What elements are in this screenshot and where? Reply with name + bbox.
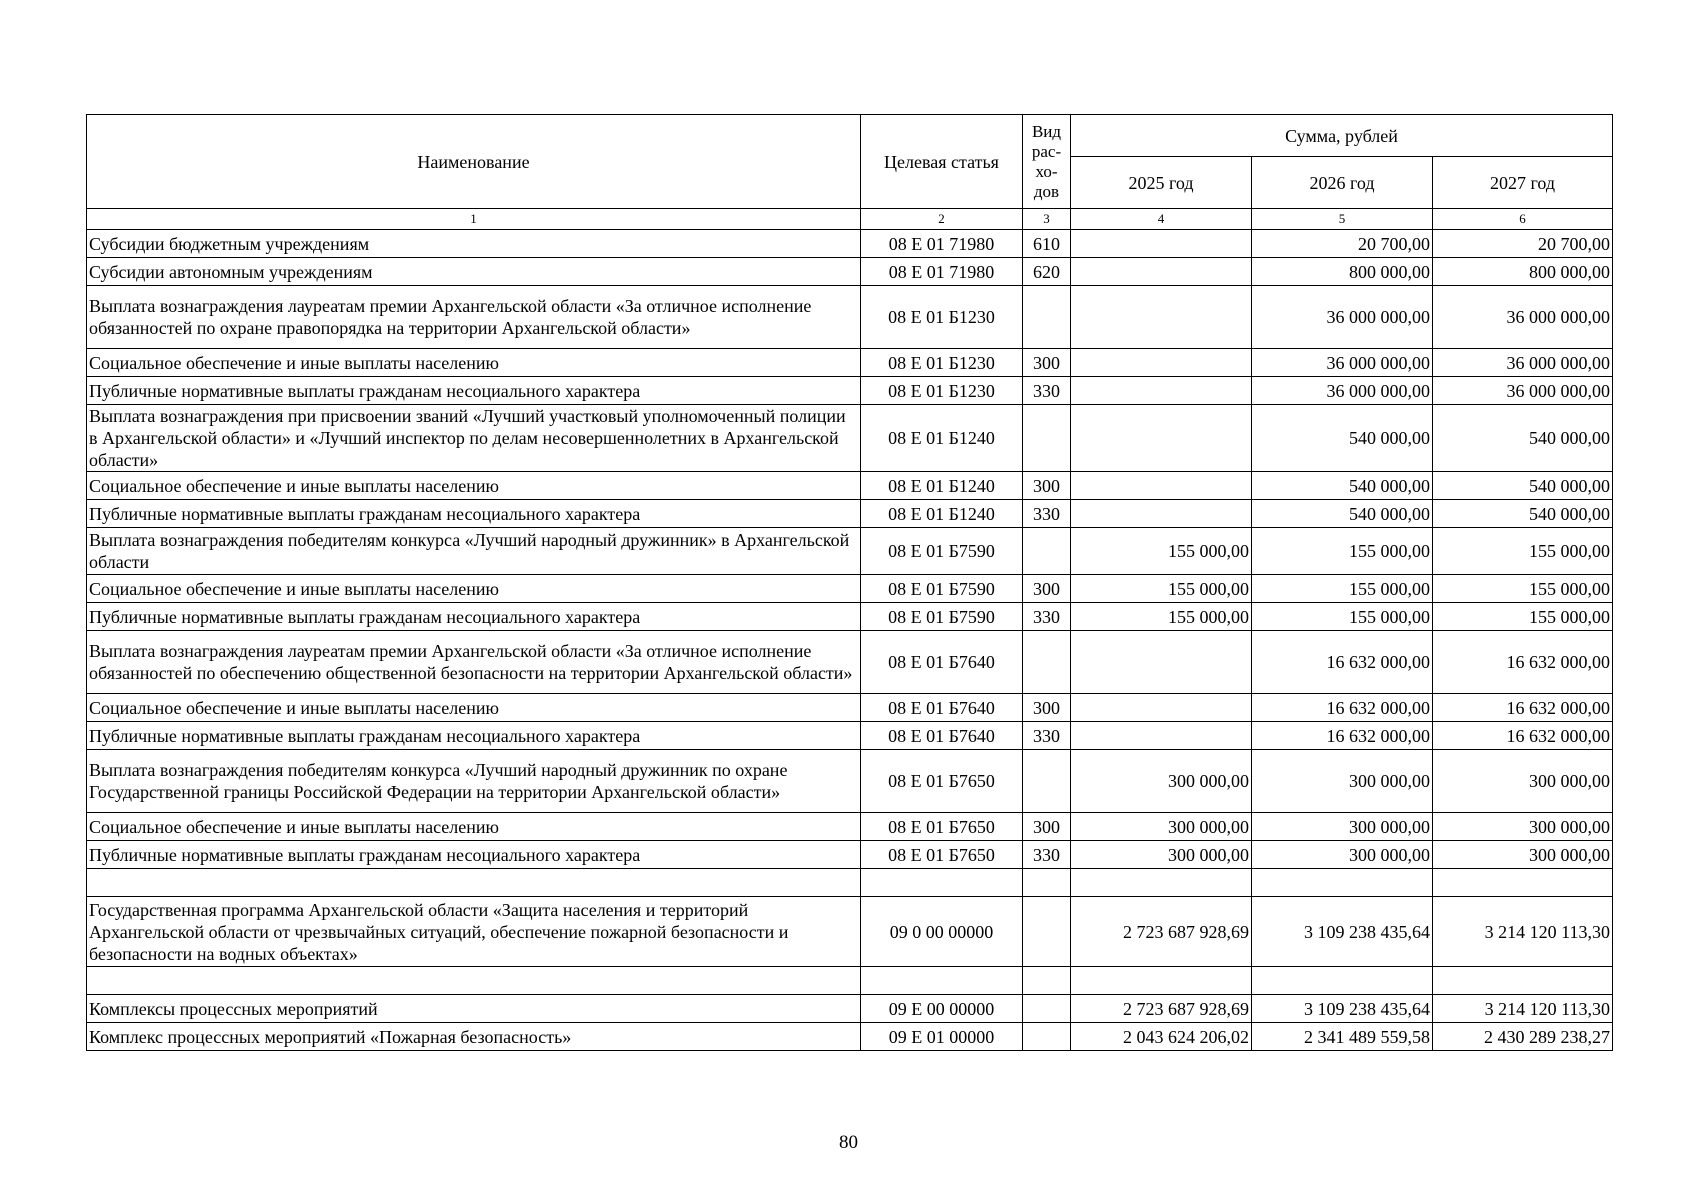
row-expense-type: 300 [1023, 813, 1071, 841]
table-row [87, 286, 1613, 349]
row-amount-2026: 155 000,00 [1252, 528, 1433, 575]
row-amount-2025: 300 000,00 [1071, 813, 1252, 841]
column-number: 4 [1071, 209, 1252, 230]
row-amount-2025 [1071, 405, 1252, 472]
row-amount-2026: 155 000,00 [1252, 603, 1433, 631]
row-amount-2026: 36 000 000,00 [1252, 349, 1433, 377]
row-expense-type: 330 [1023, 841, 1071, 869]
row-expense-type [1023, 631, 1071, 694]
row-amount-2026: 2 341 489 559,58 [1252, 1023, 1433, 1051]
row-name: Выплата вознаграждения лауреатам премии Архангельской области «За отличное исполнение обязанностей по обеспечению общественной безопасности на территории Архангельской области» [87, 631, 861, 694]
table-row [87, 528, 1613, 575]
row-amount-2027: 20 700,00 [1433, 230, 1613, 258]
row-amount-2026: 300 000,00 [1252, 750, 1433, 813]
table-row [87, 1023, 1613, 1051]
row-amount-2025 [1071, 286, 1252, 349]
row-target-code: 08 Е 01 Б7590 [861, 575, 1023, 603]
row-amount-2027: 155 000,00 [1433, 575, 1613, 603]
column-number: 6 [1433, 209, 1613, 230]
row-amount-2025 [1071, 694, 1252, 722]
row-amount-2027: 3 214 120 113,30 [1433, 995, 1613, 1023]
row-amount-2026: 20 700,00 [1252, 230, 1433, 258]
row-expense-type: 330 [1023, 603, 1071, 631]
row-amount-2027: 16 632 000,00 [1433, 694, 1613, 722]
row-name: Комплексы процессных мероприятий [87, 995, 861, 1023]
row-target-code: 09 Е 00 00000 [861, 995, 1023, 1023]
row-amount-2026: 36 000 000,00 [1252, 286, 1433, 349]
row-target-code: 08 Е 01 Б7640 [861, 722, 1023, 750]
header-name: Наименование [87, 115, 861, 209]
table-row [87, 750, 1613, 813]
row-amount-2025: 300 000,00 [1071, 750, 1252, 813]
row-target-code: 08 Е 01 Б7590 [861, 528, 1023, 575]
row-amount-2025: 300 000,00 [1071, 841, 1252, 869]
row-target-code: 08 Е 01 Б1230 [861, 286, 1023, 349]
row-amount-2027: 155 000,00 [1433, 603, 1613, 631]
row-name: Социальное обеспечение и иные выплаты населению [87, 694, 861, 722]
row-target-code: 08 Е 01 71980 [861, 258, 1023, 286]
header-year-2027: 2027 год [1433, 157, 1613, 209]
row-target-code: 08 Е 01 Б7650 [861, 841, 1023, 869]
column-number: 5 [1252, 209, 1433, 230]
row-expense-type: 330 [1023, 500, 1071, 528]
column-numbers-row [87, 209, 1613, 230]
row-amount-2027: 2 430 289 238,27 [1433, 1023, 1613, 1051]
row-name [87, 869, 861, 897]
header-sum: Сумма, рублей [1071, 115, 1613, 157]
row-expense-type [1023, 967, 1071, 995]
row-name: Социальное обеспечение и иные выплаты населению [87, 349, 861, 377]
row-expense-type: 300 [1023, 472, 1071, 500]
page-number: 80 [839, 1132, 858, 1153]
row-amount-2025 [1071, 722, 1252, 750]
row-expense-type: 330 [1023, 377, 1071, 405]
row-name: Выплата вознаграждения при присвоении званий «Лучший участковый уполномоченный полиции в Архангельской области» и «Лучший инспектор по делам несовершеннолетних в Архангельской области» [87, 405, 861, 472]
table-row [87, 841, 1613, 869]
row-amount-2026: 16 632 000,00 [1252, 631, 1433, 694]
row-amount-2026 [1252, 869, 1433, 897]
row-target-code: 09 Е 01 00000 [861, 1023, 1023, 1051]
row-name: Публичные нормативные выплаты гражданам несоциального характера [87, 500, 861, 528]
row-amount-2027: 540 000,00 [1433, 472, 1613, 500]
row-expense-type [1023, 286, 1071, 349]
row-expense-type: 300 [1023, 349, 1071, 377]
row-target-code: 08 Е 01 Б7590 [861, 603, 1023, 631]
row-amount-2025 [1071, 349, 1252, 377]
row-amount-2027: 540 000,00 [1433, 500, 1613, 528]
header-expense-type: Вид рас- хо- дов [1023, 115, 1071, 209]
row-name: Выплата вознаграждения победителям конкурса «Лучший народный дружинник» в Архангельской области [87, 528, 861, 575]
column-number: 2 [861, 209, 1023, 230]
row-target-code: 08 Е 01 Б1230 [861, 349, 1023, 377]
row-amount-2025 [1071, 500, 1252, 528]
row-amount-2026: 300 000,00 [1252, 813, 1433, 841]
row-amount-2026: 300 000,00 [1252, 841, 1433, 869]
row-amount-2026: 540 000,00 [1252, 405, 1433, 472]
table-row [87, 631, 1613, 694]
table-row [87, 813, 1613, 841]
row-amount-2026: 3 109 238 435,64 [1252, 995, 1433, 1023]
row-amount-2027: 300 000,00 [1433, 841, 1613, 869]
row-amount-2026 [1252, 967, 1433, 995]
row-name: Публичные нормативные выплаты гражданам несоциального характера [87, 603, 861, 631]
row-name: Социальное обеспечение и иные выплаты населению [87, 813, 861, 841]
row-target-code: 08 Е 01 Б7650 [861, 750, 1023, 813]
row-expense-type: 300 [1023, 694, 1071, 722]
row-amount-2026: 16 632 000,00 [1252, 694, 1433, 722]
row-amount-2025 [1071, 230, 1252, 258]
row-amount-2025 [1071, 377, 1252, 405]
row-name: Субсидии бюджетным учреждениям [87, 230, 861, 258]
row-amount-2027: 300 000,00 [1433, 750, 1613, 813]
row-amount-2027: 3 214 120 113,30 [1433, 897, 1613, 967]
header-year-2025: 2025 год [1071, 157, 1252, 209]
row-amount-2027: 16 632 000,00 [1433, 722, 1613, 750]
table-row [87, 967, 1613, 995]
table-row [87, 575, 1613, 603]
row-amount-2025 [1071, 631, 1252, 694]
row-amount-2027 [1433, 869, 1613, 897]
row-amount-2026: 800 000,00 [1252, 258, 1433, 286]
row-amount-2025: 155 000,00 [1071, 603, 1252, 631]
row-expense-type [1023, 897, 1071, 967]
row-expense-type [1023, 405, 1071, 472]
row-name: Публичные нормативные выплаты гражданам несоциального характера [87, 377, 861, 405]
row-target-code: 08 Е 01 Б1230 [861, 377, 1023, 405]
row-expense-type [1023, 995, 1071, 1023]
row-target-code: 08 Е 01 Б1240 [861, 500, 1023, 528]
column-number: 1 [87, 209, 861, 230]
table-body [87, 230, 1613, 1051]
row-amount-2025: 2 043 624 206,02 [1071, 1023, 1252, 1051]
row-amount-2025 [1071, 472, 1252, 500]
row-name [87, 967, 861, 995]
row-amount-2027 [1433, 967, 1613, 995]
row-amount-2025: 155 000,00 [1071, 528, 1252, 575]
row-amount-2026: 3 109 238 435,64 [1252, 897, 1433, 967]
table-row [87, 472, 1613, 500]
row-amount-2025 [1071, 258, 1252, 286]
column-number: 3 [1023, 209, 1071, 230]
table-row [87, 230, 1613, 258]
table-row [87, 500, 1613, 528]
row-amount-2027: 540 000,00 [1433, 405, 1613, 472]
row-amount-2026: 36 000 000,00 [1252, 377, 1433, 405]
row-expense-type: 610 [1023, 230, 1071, 258]
table-row [87, 405, 1613, 472]
row-amount-2027: 36 000 000,00 [1433, 349, 1613, 377]
row-amount-2026: 16 632 000,00 [1252, 722, 1433, 750]
row-name: Комплекс процессных мероприятий «Пожарная безопасность» [87, 1023, 861, 1051]
row-target-code: 08 Е 01 Б1240 [861, 405, 1023, 472]
row-target-code [861, 869, 1023, 897]
row-name: Социальное обеспечение и иные выплаты населению [87, 575, 861, 603]
row-amount-2025 [1071, 869, 1252, 897]
row-amount-2027: 800 000,00 [1433, 258, 1613, 286]
row-name: Выплата вознаграждения победителям конкурса «Лучший народный дружинник по охране Государственной границы Российской Федерации на территории Архангельской области» [87, 750, 861, 813]
row-amount-2025 [1071, 967, 1252, 995]
table-row [87, 995, 1613, 1023]
header-year-2026: 2026 год [1252, 157, 1433, 209]
row-name: Публичные нормативные выплаты гражданам несоциального характера [87, 722, 861, 750]
row-target-code: 08 Е 01 Б1240 [861, 472, 1023, 500]
row-target-code: 09 0 00 00000 [861, 897, 1023, 967]
table-row [87, 869, 1613, 897]
table-row [87, 694, 1613, 722]
header-target: Целевая статья [861, 115, 1023, 209]
row-amount-2027: 36 000 000,00 [1433, 286, 1613, 349]
row-target-code [861, 967, 1023, 995]
row-expense-type [1023, 528, 1071, 575]
row-name: Публичные нормативные выплаты гражданам несоциального характера [87, 841, 861, 869]
table-row [87, 897, 1613, 967]
row-amount-2027: 36 000 000,00 [1433, 377, 1613, 405]
row-amount-2026: 155 000,00 [1252, 575, 1433, 603]
budget-table [86, 114, 1613, 1051]
table-row [87, 258, 1613, 286]
row-amount-2027: 155 000,00 [1433, 528, 1613, 575]
row-expense-type [1023, 1023, 1071, 1051]
row-amount-2026: 540 000,00 [1252, 500, 1433, 528]
row-amount-2025: 155 000,00 [1071, 575, 1252, 603]
table-row [87, 722, 1613, 750]
row-expense-type: 330 [1023, 722, 1071, 750]
row-expense-type: 300 [1023, 575, 1071, 603]
row-target-code: 08 Е 01 Б7640 [861, 694, 1023, 722]
table-row [87, 377, 1613, 405]
row-amount-2027: 16 632 000,00 [1433, 631, 1613, 694]
table-row [87, 349, 1613, 377]
row-expense-type [1023, 869, 1071, 897]
row-target-code: 08 Е 01 Б7650 [861, 813, 1023, 841]
row-target-code: 08 Е 01 Б7640 [861, 631, 1023, 694]
row-target-code: 08 Е 01 71980 [861, 230, 1023, 258]
row-expense-type: 620 [1023, 258, 1071, 286]
row-amount-2025: 2 723 687 928,69 [1071, 995, 1252, 1023]
row-name: Государственная программа Архангельской области «Защита населения и территорий Архангельской области от чрезвычайных ситуаций, обеспечение пожарной безопасности и безопасности на водных объектах» [87, 897, 861, 967]
row-expense-type [1023, 750, 1071, 813]
row-amount-2026: 540 000,00 [1252, 472, 1433, 500]
row-name: Выплата вознаграждения лауреатам премии Архангельской области «За отличное исполнение обязанностей по охране правопорядка на территории Архангельской области» [87, 286, 861, 349]
row-name: Социальное обеспечение и иные выплаты населению [87, 472, 861, 500]
row-name: Субсидии автономным учреждениям [87, 258, 861, 286]
row-amount-2027: 300 000,00 [1433, 813, 1613, 841]
row-amount-2025: 2 723 687 928,69 [1071, 897, 1252, 967]
table-row [87, 603, 1613, 631]
